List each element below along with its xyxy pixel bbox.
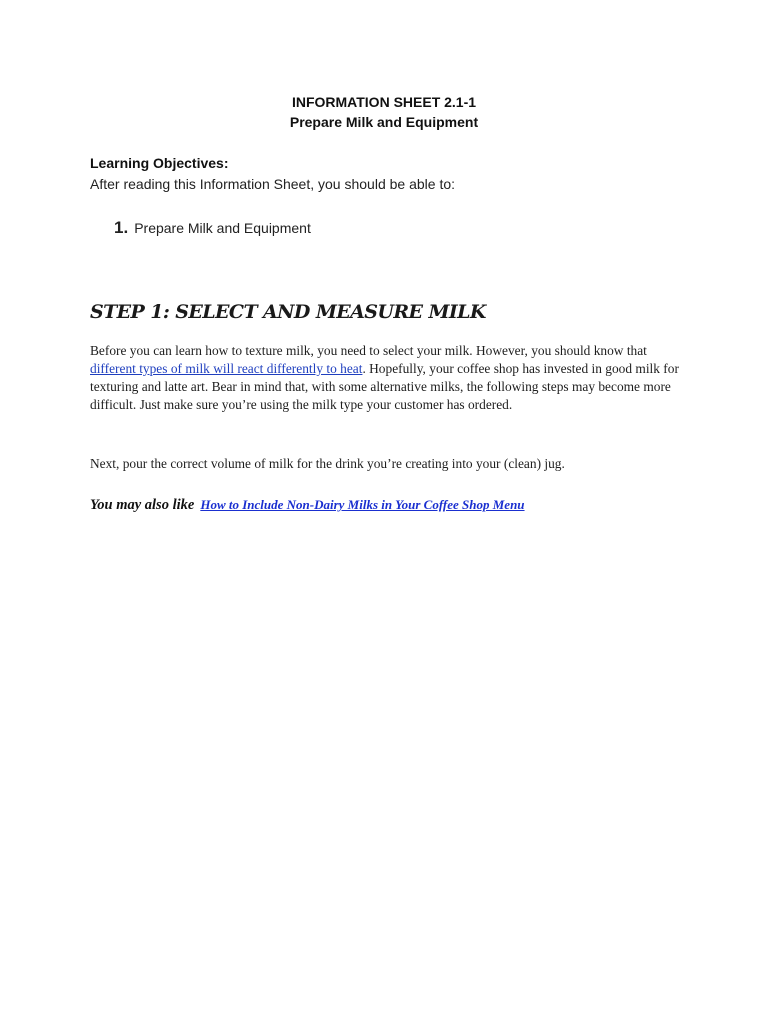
paragraph-text: Before you can learn how to texture milk, you need to select your milk. However, you should know that	[90, 343, 647, 358]
sheet-title: INFORMATION SHEET 2.1-1	[291, 94, 477, 110]
non-dairy-milks-link[interactable]: How to Include Non-Dairy Milks in Your Coffee Shop Menu	[200, 497, 525, 512]
learning-objectives-intro: After reading this Information Sheet, you should be able to:	[90, 176, 456, 192]
sheet-subtitle: Prepare Milk and Equipment	[289, 114, 479, 130]
step-paragraph-1	[90, 342, 680, 414]
objective-list-item	[114, 218, 311, 238]
you-may-also-like-label: You may also like	[90, 497, 195, 513]
step-heading: STEP 1: SELECT AND MEASURE MILK	[90, 301, 486, 323]
objective-text: Prepare Milk and Equipment	[134, 220, 311, 236]
objective-number: 1.	[114, 218, 129, 237]
you-may-also-like	[90, 497, 525, 514]
learning-objectives-heading: Learning Objectives:	[90, 155, 229, 171]
paragraph-text-continued: . Hopefully, your coffee shop has invested in good milk for texturing and latte art. Bear in mind that, with some alternative milks, the following steps may become more difficult. Just make sure you’re using the milk type your customer has ordered.	[90, 361, 679, 412]
milk-heat-link[interactable]: different types of milk will react differently to heat	[90, 361, 363, 376]
step-paragraph-2: Next, pour the correct volume of milk for the drink you’re creating into your (clean) jug.	[90, 456, 565, 471]
